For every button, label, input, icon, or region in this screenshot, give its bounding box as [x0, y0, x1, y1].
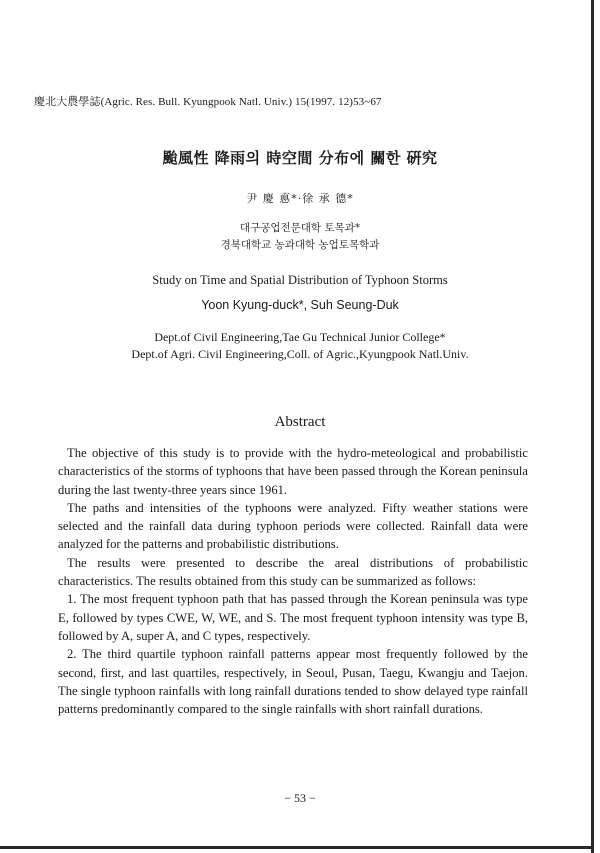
authors-english: Yoon Kyung-duck*, Suh Seung-Duk [201, 298, 399, 312]
affiliation-korean-2: 경북대학교 농과대학 농업토목학과 [220, 239, 380, 251]
running-head: 慶北大農學誌(Agric. Res. Bull. Kyungpook Natl. Univ.) 15(1997. 12)53~67 [34, 96, 382, 108]
title-english: Study on Time and Spatial Distribution of Typhoon Storms [152, 273, 448, 287]
abstract-heading: Abstract [274, 414, 326, 430]
scan-border-bottom [0, 846, 594, 849]
affiliation-english-2: Dept.of Agri. Civil Engineering,Coll. of Agric.,Kyungpook Natl.Univ. [131, 347, 469, 361]
affiliation-korean-1: 대구공업전문대학 토목과* [239, 222, 361, 234]
abstract-paragraph-4: 1. The most frequent typhoon path that has passed through the Korean peninsula was type E, followed by types CWE, W, WE, and S. The most frequent typhoon intensity was type B, followed by A, super A, and C types, respectively. [58, 592, 528, 643]
abstract-body [58, 444, 528, 718]
authors-korean: 尹 慶 悳*·徐 承 德* [246, 192, 354, 205]
abstract-paragraph-3: The results were presented to describe the areal distributions of probabilistic characteristics. The results obtained from this study can be summarized as follows: [58, 555, 528, 589]
title-korean: 颱風性 降雨의 時空間 分布에 關한 硏究 [162, 149, 438, 167]
affiliation-english-1: Dept.of Civil Engineering,Tae Gu Technical Junior College* [154, 330, 446, 344]
page-number: − 53 − [284, 791, 316, 805]
abstract-paragraph-1: The objective of this study is to provide with the hydro-meteological and probabilistic characteristics of the storms of typhoons that have been passed through the Korean peninsula during the last twenty-three years since 1961. [58, 446, 528, 497]
abstract-paragraph-5: 2. The third quartile typhoon rainfall patterns appear most frequently followed by the second, first, and last quartiles, respectively, in Seoul, Pusan, Taegu, Kwangju and Taejon. The single typhoon rainfalls with long rainfall durations tended to show delayed type rainfall patterns predominantly compared to the single rainfalls with short rainfall durations. [58, 647, 528, 717]
abstract-paragraph-2: The paths and intensities of the typhoons were analyzed. Fifty weather stations were selected and the rainfall data during typhoon periods were collected. Rainfall data were analyzed for the patterns and probabilistic distributions. [58, 500, 528, 552]
